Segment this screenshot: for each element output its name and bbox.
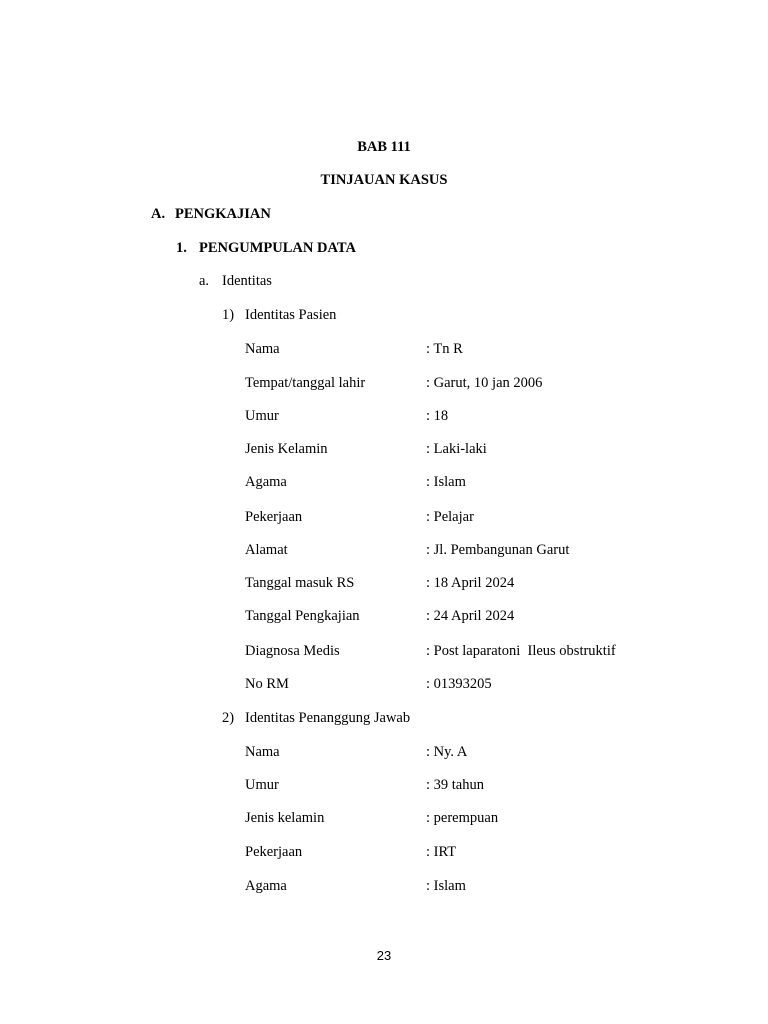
patient-age-value: : 18 xyxy=(426,408,449,424)
patient-gender-value: : Laki-laki xyxy=(426,441,487,457)
patient-section-title: Identitas Pasien xyxy=(245,307,337,323)
guardian-religion-label: Agama xyxy=(245,878,287,894)
guardian-occupation-label: Pekerjaan xyxy=(245,844,303,860)
patient-record-number-label: No RM xyxy=(245,676,289,692)
patient-name-label: Nama xyxy=(245,341,280,357)
chapter-title: BAB 111 xyxy=(357,139,411,155)
patient-address-value: : Jl. Pembangunan Garut xyxy=(426,542,570,558)
section-a-marker: A. xyxy=(151,206,166,222)
guardian-name-label: Nama xyxy=(245,744,280,760)
guardian-age-value: : 39 tahun xyxy=(426,777,484,793)
guardian-gender-label: Jenis kelamin xyxy=(245,810,325,826)
page-number: 23 xyxy=(376,948,392,963)
patient-birth-value: : Garut, 10 jan 2006 xyxy=(426,375,543,391)
patient-religion-label: Agama xyxy=(245,474,287,490)
guardian-section-marker: 2) xyxy=(222,710,235,726)
subsection-1-marker: 1. xyxy=(176,240,187,256)
patient-admission-value: : 18 April 2024 xyxy=(426,575,515,591)
item-a-title: Identitas xyxy=(222,273,272,289)
item-a-marker: a. xyxy=(199,273,210,289)
patient-occupation-value: : Pelajar xyxy=(426,509,474,525)
patient-religion-value: : Islam xyxy=(426,474,466,490)
guardian-religion-value: : Islam xyxy=(426,878,466,894)
patient-assessment-date-value: : 24 April 2024 xyxy=(426,608,515,624)
chapter-subtitle: TINJAUAN KASUS xyxy=(320,172,448,188)
guardian-section-title: Identitas Penanggung Jawab xyxy=(245,710,411,726)
patient-gender-label: Jenis Kelamin xyxy=(245,441,328,457)
patient-diagnosis-value: : Post laparatoni Ileus obstruktif xyxy=(426,643,616,659)
patient-assessment-date-label: Tanggal Pengkajian xyxy=(245,608,360,624)
patient-diagnosis-label: Diagnosa Medis xyxy=(245,643,340,659)
patient-address-label: Alamat xyxy=(245,542,288,558)
subsection-1-title: PENGUMPULAN DATA xyxy=(199,240,356,256)
patient-occupation-label: Pekerjaan xyxy=(245,509,303,525)
patient-birth-label: Tempat/tanggal lahir xyxy=(245,375,366,391)
guardian-age-label: Umur xyxy=(245,777,279,793)
patient-section-marker: 1) xyxy=(222,307,235,323)
patient-admission-label: Tanggal masuk RS xyxy=(245,575,355,591)
patient-name-value: : Tn R xyxy=(426,341,463,357)
patient-record-number-value: : 01393205 xyxy=(426,676,492,692)
guardian-gender-value: : perempuan xyxy=(426,810,499,826)
section-a-title: PENGKAJIAN xyxy=(175,206,271,222)
guardian-occupation-value: : IRT xyxy=(426,844,457,860)
patient-age-label: Umur xyxy=(245,408,279,424)
guardian-name-value: : Ny. A xyxy=(426,744,468,760)
